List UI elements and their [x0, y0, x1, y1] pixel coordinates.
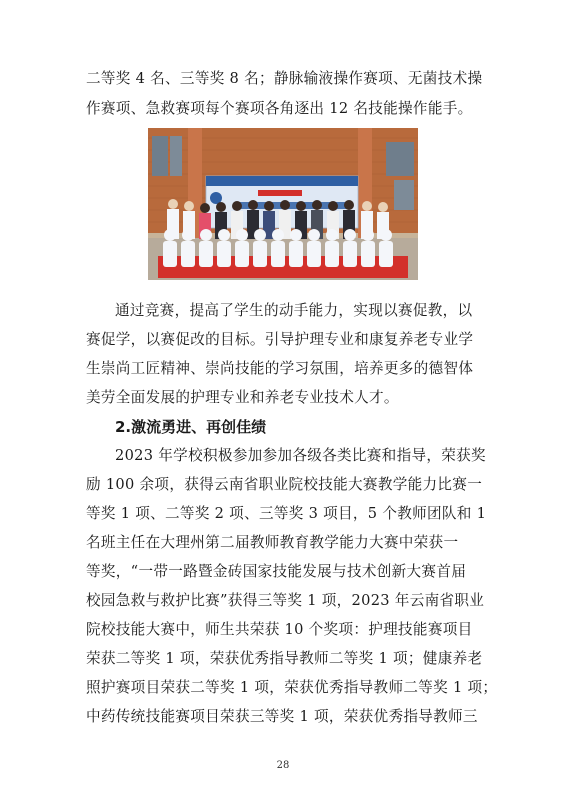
paragraph-3-line-1: 2023 年学校积极参加参加各级各类比赛和指导，荣获奖: [115, 447, 486, 464]
paragraph-3-line-7: 院校技能大赛中，师生共荣获 10 个奖项：护理技能赛项目: [86, 621, 473, 638]
paragraph-3-line-9: 照护赛项目荣获二等奖 1 项，荣获优秀指导教师二等奖 1 项；: [86, 679, 498, 696]
competition-group-photo: [148, 128, 418, 280]
page-number: 28: [276, 760, 290, 771]
paragraph-3-line-10: 中药传统技能赛项目荣获三等奖 1 项，荣获优秀指导教师三: [86, 708, 478, 725]
paragraph-2-line-1: 通过竞赛，提高了学生的动手能力，实现以赛促教，以: [115, 302, 473, 319]
paragraph-3-line-8: 荣获二等奖 1 项，荣获优秀指导教师二等奖 1 项；健康养老: [86, 650, 483, 667]
paragraph-3-line-3: 等奖 1 项、二等奖 2 项、三等奖 3 项目，5 个教师团队和 1: [86, 505, 487, 522]
section-heading: 2.激流勇进、再创佳绩: [115, 418, 267, 436]
paragraph-3-line-2: 励 100 余项，获得云南省职业院校技能大赛教学能力比赛一: [86, 476, 483, 493]
paragraph-1-line-2: 作赛项、急救赛项每个赛项各角逐出 12 名技能操作能手。: [86, 100, 473, 117]
paragraph-2-line-4: 美劳全面发展的护理专业和养老专业技术人才。: [86, 389, 399, 406]
group-photo-illustration: [148, 128, 418, 280]
paragraph-3-line-6: 校园急救与救护比赛”获得三等奖 1 项，2023 年云南省职业: [86, 592, 485, 609]
paragraph-2-line-3: 生崇尚工匠精神、崇尚技能的学习氛围，培养更多的德智体: [86, 360, 474, 377]
paragraph-2-line-2: 赛促学，以赛促改的目标。引导护理专业和康复养老专业学: [86, 331, 474, 348]
paragraph-3-line-4: 名班主任在大理州第二届教师教育教学能力大赛中荣获一: [86, 534, 459, 551]
paragraph-3-line-5: 等奖，“一带一路暨金砖国家技能发展与技术创新大赛首届: [86, 563, 467, 580]
paragraph-1-line-1: 二等奖 4 名、三等奖 8 名；静脉输液操作赛项、无菌技术操: [86, 70, 483, 87]
